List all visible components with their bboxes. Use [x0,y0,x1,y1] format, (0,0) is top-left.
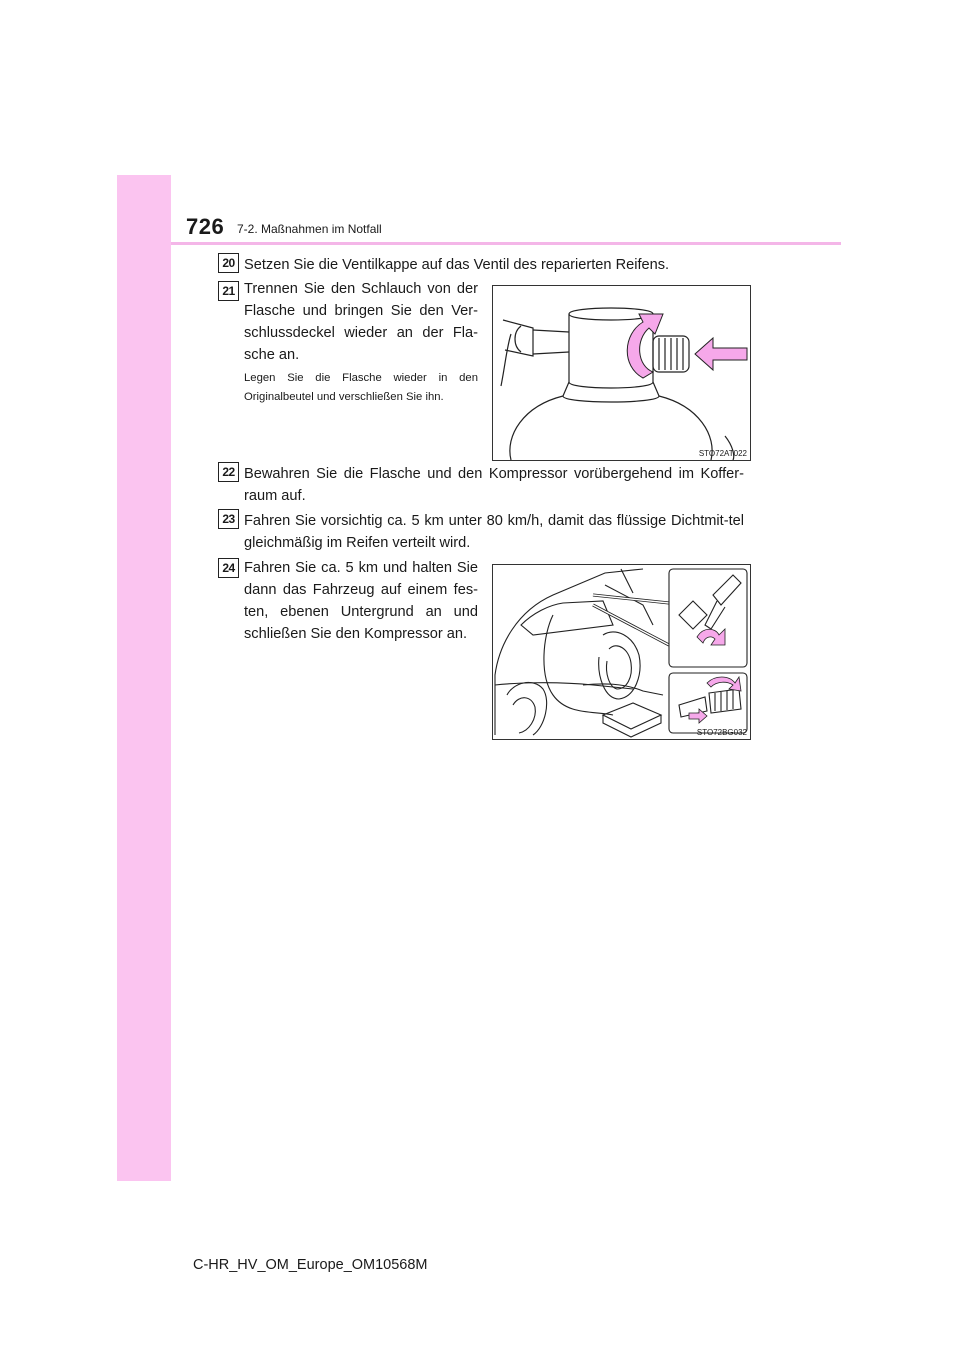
figure-bottle-cap [492,285,751,461]
chapter-sidebar-tab [117,175,171,1181]
page-number: 726 [186,214,225,239]
step-21-text: Trennen Sie den Schlauch von der Flasche und bringen Sie den Ver-schlussdeckel wieder an der Fla-sche an. [244,281,478,363]
figure-compressor-connection [492,564,751,740]
header-divider [171,242,841,245]
step-20-text: Setzen Sie die Ventilkappe auf das Ventil des reparierten Reifens. [244,257,670,273]
step-number-24: 24 [218,558,239,578]
step-22-text: Bewahren Sie die Flasche und den Kompressor vorübergehend im Koffer-raum auf. [244,466,744,504]
step-number-22: 22 [218,462,239,482]
figure-code: STO72AT022 [698,449,747,458]
step-number-23: 23 [218,509,239,529]
section-title: 7-2. Maßnahmen im Notfall [237,222,382,236]
step-21-note: Legen Sie die Flasche wieder in den Originalbeutel und verschließen Sie ihn. [244,372,478,403]
step-number-20: 20 [218,253,239,273]
step-24-text: Fahren Sie ca. 5 km und halten Sie dann das Fahrzeug auf einem fes-ten, ebenen Untergrund an und schließen Sie den Kompressor an. [244,560,478,642]
step-23-text: Fahren Sie vorsichtig ca. 5 km unter 80 km/h, damit das flüssige Dichtmit-tel gleichmäßig im Reifen verteilt wird. [244,513,744,551]
car-compressor-illustration [493,565,750,739]
figure-code: STO72BG032 [696,728,747,737]
step-number-21: 21 [218,281,239,301]
footer-document-id: C-HR_HV_OM_Europe_OM10568M [193,1257,428,1273]
bottle-cap-illustration [493,286,750,460]
